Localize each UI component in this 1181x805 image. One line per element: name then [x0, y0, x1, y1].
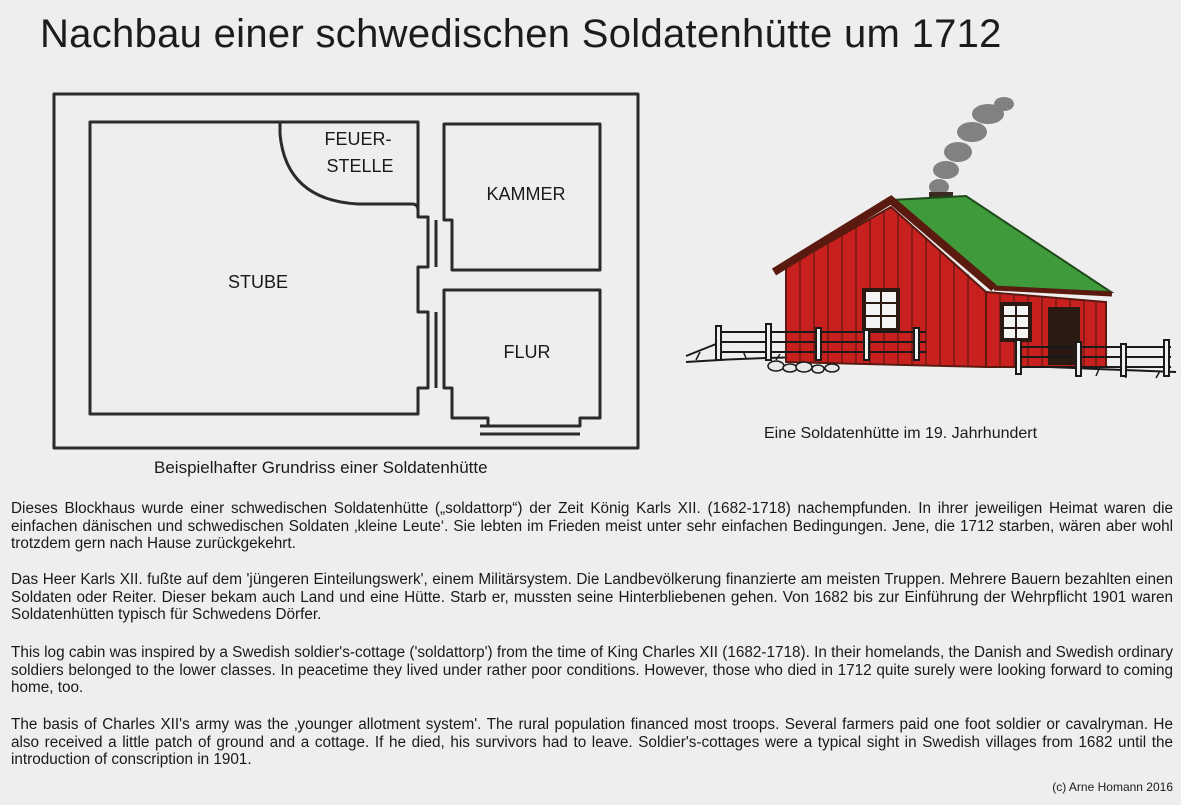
copyright-credit: (c) Arne Homann 2016 — [1052, 780, 1173, 794]
floor-plan-diagram — [40, 82, 660, 462]
room-label-stube: STUBE — [227, 272, 289, 292]
paragraph-german-1: Dieses Blockhaus wurde einer schwedischen Soldatenhütte („soldattorp“) der Zeit König Karls XII. (1682-1718) nachempfunden. In ihrer jeweiligen Heimat waren die einfachen dänischen und schwedischen Soldaten ‚kleine Leute‘. Sie lebten im Frieden meist unter sehr einfachen Bedingungen. Jene, die 1712 starben, wären aber wohl trotzdem gern nach Hause zurückgekehrt. — [11, 500, 1173, 552]
cabin-illustration — [676, 92, 1181, 417]
room-label-fireplace-1: FEUER- — [324, 129, 392, 149]
room-label-kammer: KAMMER — [486, 184, 566, 204]
floor-plan-caption: Beispielhafter Grundriss einer Soldatenhütte — [154, 458, 488, 477]
smoke — [929, 97, 1014, 195]
room-label-fireplace-2: STELLE — [326, 156, 394, 176]
paragraph-english-2: The basis of Charles XII's army was the ‚younger allotment system'. The rural population financed most troops. Several farmers paid one foot soldier or cavalryman. He also received a little patch of ground and a cottage. If he died, his survivors had to leave. Soldier's-cottages were a typical sight in Swedish villages from 1682 until the introduction of conscription in 1901. — [11, 716, 1173, 768]
page-title: Nachbau einer schwedischen Soldatenhütte um 1712 — [40, 12, 1002, 56]
door-entrance — [480, 426, 580, 434]
paragraph-german-2: Das Heer Karls XII. fußte auf dem 'jüngeren Einteilungswerk', einem Militärsystem. Die Landbevölkerung finanzierte am meisten Truppen. Mehrere Bauern bezahlten einen Soldaten oder Reiter. Dieser bekam auch Land und eine Hütte. Starb er, mussten seine Hinterbliebenen gehen. Von 1682 bis zur Einführung der Wehrpflicht 1901 waren Soldatenhütten typisch für Schwedens Dörfer. — [11, 571, 1173, 623]
room-label-flur: FLUR — [503, 342, 551, 362]
illustration-caption: Eine Soldatenhütte im 19. Jahrhundert — [764, 425, 1038, 442]
window-front — [864, 290, 898, 330]
paragraph-english-1: This log cabin was inspired by a Swedish soldier's-cottage ('soldattorp') from the time of King Charles XII (1682-1718). In their homelands, the Danish and Swedish ordinary soldiers belonged to the lower classes. In peacetime they lived under rather poor conditions. However, those who died in 1712 quite surely were looking forward to coming home, too. — [11, 644, 1173, 696]
door-stube-flur — [428, 312, 436, 388]
window-side — [1002, 304, 1030, 340]
door-stube-kammer — [428, 220, 436, 267]
